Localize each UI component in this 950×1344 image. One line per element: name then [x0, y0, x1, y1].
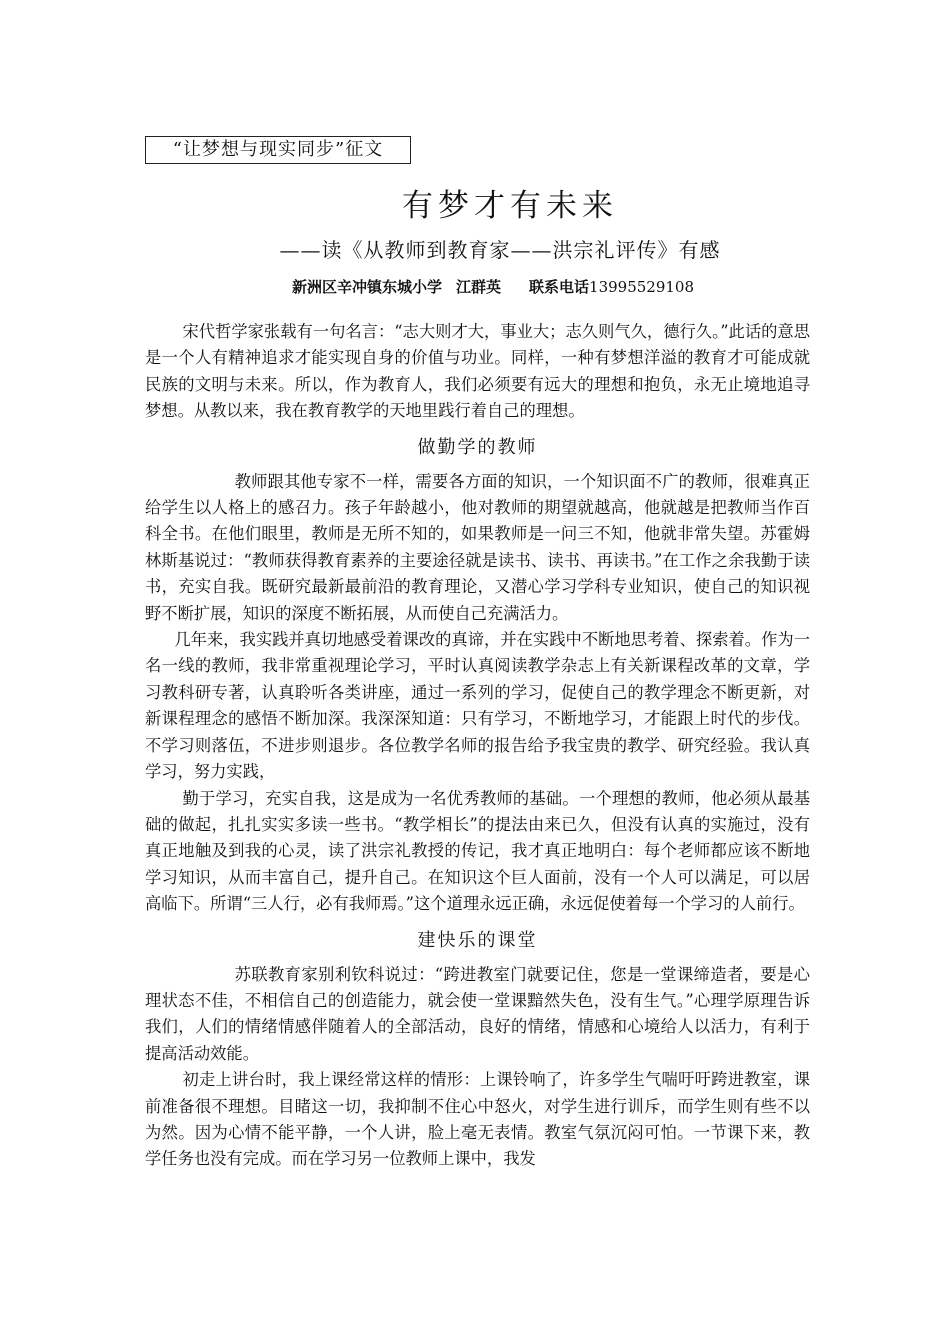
phone-label: 联系电话: [529, 278, 590, 296]
section1-paragraph-2: 几年来，我实践并真切地感受着课改的真谛，并在实践中不断地思考着、探索着。作为一名一线的教师，我非常重视理论学习，平时认真阅读教学杂志上有关新课程改革的文章，学习教科研专著，认真聆听各类讲座，通过一系列的学习，促使自己的教学理念不断更新，对新课程理念的感悟不断加深。我深深知道：只有学习，不断地学习，才能跟上时代的步伐。不学习则落伍，不进步则退步。各位教学名师的报告给予我宝贵的教学、研究经验。我认真学习，努力实践，: [145, 630, 810, 782]
essay-body: [145, 319, 810, 1173]
section1-paragraph-1: 教师跟其他专家不一样，需要各方面的知识，一个知识面不广的教师，很难真正给学生以人格上的感召力。孩子年龄越小，他对教师的期望就越高，他就越是把教师当作百科全书。在他们眼里，教师是无所不知的，如果教师是一问三不知，他就非常失望。苏霍姆林斯基说过：“教师获得教育素养的主要途径就是读书、读书、再读书。”在工作之余我勤于读书，充实自我。既研究最新最前沿的教育理论，又潜心学习学科专业知识，使自己的知识视野不断扩展，知识的深度不断拓展，从而使自己充满活力。: [145, 471, 810, 623]
essay-title: 有梦才有未来: [402, 188, 618, 224]
section-heading-diligent-teacher: 做勤学的教师: [417, 436, 538, 458]
author-school: 新洲区辛冲镇东城小学: [291, 278, 442, 296]
section2-paragraph-1: 苏联教育家别利钦科说过：“跨进教室门就要记住，您是一堂课缔造者，要是心理状态不佳，不相信自己的创造能力，就会使一堂课黯然失色，没有生气。”心理学原理告诉我们，人们的情绪情感伴随着人的全部活动，良好的情绪，情感和心境给人以活力，有利于提高活动效能。: [145, 964, 810, 1063]
section-heading-happy-classroom: 建快乐的课堂: [417, 929, 538, 951]
section1-paragraph-3: 勤于学习，充实自我，这是成为一名优秀教师的基础。一个理想的教师，他必须从最基础的做起，扎扎实实多读一些书。“教学相长”的提法由来已久，但没有认真的实施过，没有真正地触及到我的心灵，读了洪宗礼教授的传记，我才真正地明白：每个老师都应该不断地学习知识，从而丰富自己，提升自己。在知识这个巨人面前，没有一个人可以满足，可以居高临下。所谓“三人行，必有我师焉。”这个道理永远正确，永远促使着每一个学习的人前行。: [145, 788, 810, 914]
intro-paragraph: 宋代哲学家张载有一句名言：“志大则才大，事业大；志久则气久，德行久。”此话的意思是一个人有精神追求才能实现自身的价值与功业。同样，一种有梦想洋溢的教育才可能成就民族的文明与未来。所以，作为教育人，我们必须要有远大的理想和抱负，永无止境地追寻梦想。从教以来，我在教育教学的天地里践行着自己的理想。: [145, 322, 810, 421]
section2-paragraph-2: 初走上讲台时，我上课经常这样的情形：上课铃响了，许多学生气喘吁吁跨进教室，课前准备很不理想。目睹这一切，我抑制不住心中怒火，对学生进行训斥，而学生则有些不以为然。因为心情不能平静，一个人讲，脸上毫无表情。教室气氛沉闷可怕。一节课下来，教学任务也没有完成。而在学习另一位教师上课中，我发: [145, 1070, 810, 1169]
author-line: [0, 276, 950, 297]
essay-subtitle: ——读《从教师到教育家——洪宗礼评传》有感: [279, 238, 721, 262]
author-name: 江群英: [456, 278, 502, 296]
phone-number: 13995529108: [589, 278, 695, 296]
essay-contest-tag: “让梦想与现实同步”征文: [145, 136, 411, 164]
